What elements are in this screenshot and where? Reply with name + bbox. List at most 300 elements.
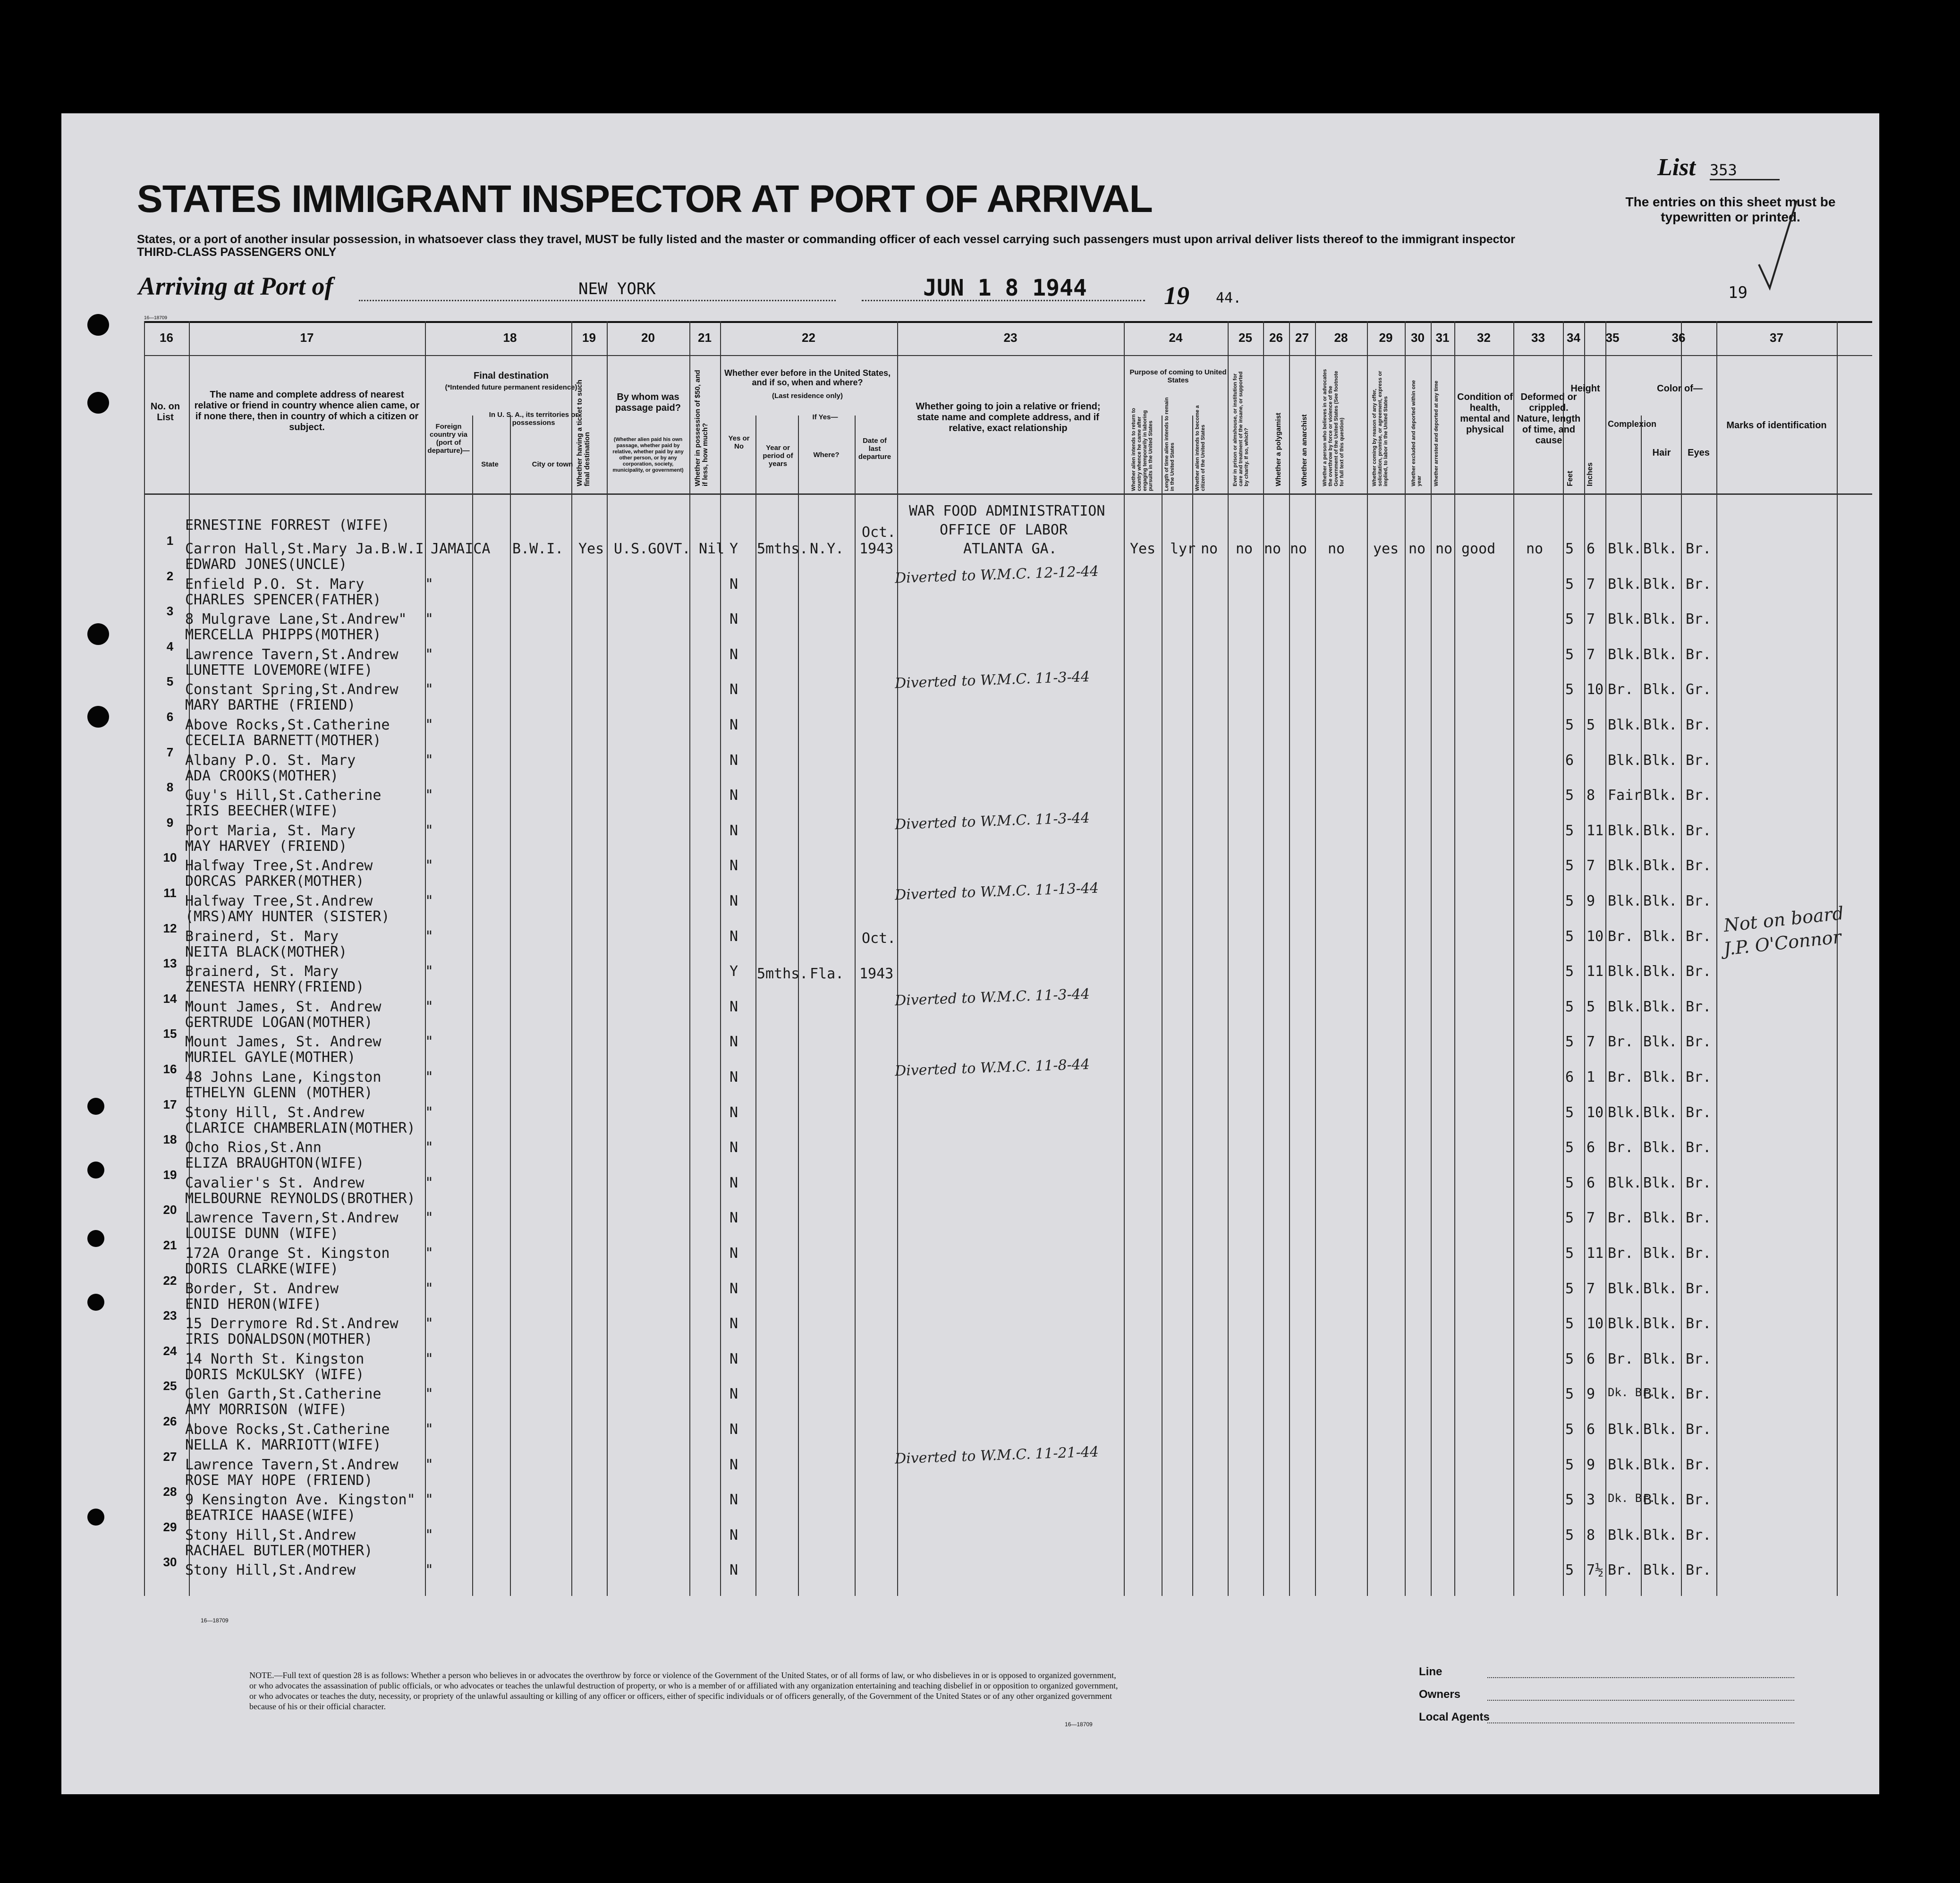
- row-number: 17: [163, 1097, 177, 1111]
- header-purpose-return: Whether alien intends to return to country whence he came after engaging temporarily in laboring pursuits in the United States: [1131, 407, 1154, 491]
- row-height-inches: 7: [1587, 857, 1595, 874]
- row-height-feet: 5: [1565, 822, 1574, 839]
- row-complexion: Br.: [1608, 1562, 1634, 1579]
- header-bottom-rule: [144, 493, 1872, 495]
- punch-hole-6: [87, 1162, 104, 1179]
- footer-agents-rule: [1487, 1722, 1794, 1723]
- column-rule: [510, 416, 511, 1596]
- punch-hole-3: [87, 623, 109, 645]
- row-eyes: Br.: [1686, 822, 1712, 839]
- row-next-relative: ETHELYN GLENN (MOTHER): [185, 1085, 373, 1101]
- row-eyes: Br.: [1686, 576, 1712, 593]
- row-next-relative: MURIEL GAYLE(MOTHER): [185, 1049, 356, 1066]
- row-next-relative: DORIS CLARKE(WIFE): [185, 1261, 339, 1277]
- row-hair: Blk.: [1643, 822, 1678, 839]
- row-number: 21: [163, 1238, 177, 1252]
- row-ever-before: N: [730, 1069, 738, 1086]
- header-hair: Hair: [1652, 448, 1671, 458]
- row-hair: Blk.: [1643, 1174, 1678, 1191]
- row-eyes: Br.: [1686, 1492, 1712, 1509]
- row-next-relative: MERCELLA PHIPPS(MOTHER): [185, 627, 382, 644]
- row-address: 172A Orange St. Kingston: [185, 1245, 390, 1262]
- row-ever-before: N: [730, 998, 738, 1015]
- row-1-money: Nil: [699, 541, 725, 557]
- row-eyes: Br.: [1686, 1069, 1712, 1086]
- row-foreign-ditto: ": [425, 857, 434, 874]
- row-address: Stony Hill, St.Andrew: [185, 1104, 365, 1121]
- row-foreign-ditto: ": [425, 1492, 434, 1509]
- row-number: 28: [163, 1484, 177, 1499]
- row-height-inches: 7: [1587, 1210, 1595, 1227]
- column-rule: [571, 321, 572, 1596]
- row-height-inches: 7: [1587, 611, 1595, 628]
- row-ever-before: N: [730, 611, 738, 628]
- row-address: Lawrence Tavern,St.Andrew: [185, 1210, 399, 1227]
- row-height-inches: 8: [1587, 787, 1595, 804]
- row-height-feet: 6: [1565, 1069, 1574, 1086]
- header-prison: Ever in prison or almshouse, or institution for care and treatment of the insane, or supported by charity. If so, which?: [1232, 371, 1249, 486]
- row-eyes: Br.: [1686, 611, 1712, 628]
- column-rule: [1315, 321, 1316, 1596]
- header-health: Condition of health, mental and physical: [1457, 392, 1513, 435]
- page-title: STATES IMMIGRANT INSPECTOR AT PORT OF ARRIVAL: [137, 178, 1153, 221]
- row-height-inches: 9: [1587, 893, 1595, 909]
- header-ticket: Whether having a ticket to such final destination: [576, 380, 591, 486]
- row-height-feet: 5: [1565, 963, 1574, 980]
- column-number: 18: [503, 331, 517, 345]
- row-number: 12: [163, 921, 177, 935]
- column-rule: [1367, 321, 1368, 1596]
- row-hair: Blk.: [1643, 1350, 1678, 1367]
- row-height-inches: 6: [1587, 1139, 1595, 1156]
- punch-hole-7: [87, 1230, 104, 1247]
- row-hair: Blk.: [1643, 752, 1678, 769]
- row-hair: Blk.: [1643, 646, 1678, 663]
- column-rule: [607, 321, 608, 1596]
- column-rule: [1192, 416, 1193, 1596]
- column-rule: [1289, 321, 1290, 1596]
- row-address: Ocho Rios,St.Ann: [185, 1139, 322, 1156]
- column-number: 20: [641, 331, 655, 345]
- row-1-paid: U.S.GOVT.: [614, 541, 691, 557]
- row-eyes: Br.: [1686, 1386, 1712, 1403]
- form-code-bottom: 16—18709: [1065, 1721, 1093, 1728]
- row-number: 14: [163, 991, 177, 1006]
- row-next-relative: IRIS BEECHER(WIFE): [185, 803, 339, 820]
- header-fifty-dollars: Whether in possession of $50, and if less, how much?: [694, 370, 709, 486]
- row-foreign-ditto: ": [425, 646, 434, 663]
- row-ever-before: N: [730, 1245, 738, 1262]
- row-eyes: Br.: [1686, 1245, 1712, 1262]
- list-number: [1657, 153, 1780, 181]
- column-number: 24: [1169, 331, 1183, 345]
- row-height-inches: 11: [1587, 822, 1604, 839]
- row-address: Lawrence Tavern,St.Andrew: [185, 1456, 399, 1473]
- row-diverted-note: Diverted to W.M.C. 11-13-44: [894, 880, 1099, 904]
- row-foreign-ditto: ": [425, 1245, 434, 1262]
- row-height-feet: 5: [1565, 1210, 1574, 1227]
- column-number: 34: [1567, 331, 1580, 345]
- row-height-inches: 3: [1587, 1492, 1595, 1509]
- row-next-relative: DORIS McKULSKY (WIFE): [185, 1366, 365, 1383]
- header-purpose: Purpose of coming to United States: [1129, 368, 1227, 384]
- row-eyes: Br.: [1686, 646, 1712, 663]
- row-height-feet: 5: [1565, 681, 1574, 698]
- row-complexion: Dk. Br.: [1608, 1492, 1656, 1505]
- row-number: 4: [166, 639, 174, 653]
- row-hair: Blk.: [1643, 1280, 1678, 1297]
- row-ever-before: Y: [730, 541, 738, 557]
- header-offer: Whether coming by reason of any offer, solicitation, promise, or agreement, express or implied, to labor in the United States: [1372, 371, 1389, 486]
- row-diverted-note: Diverted to W.M.C. 11-3-44: [894, 985, 1090, 1009]
- annotation-not-on-board: Not on board: [1722, 902, 1845, 936]
- row-1-arrested: no: [1435, 541, 1453, 557]
- column-rule: [144, 321, 145, 1596]
- row-next-relative: MARY BARTHE (FRIEND): [185, 697, 356, 714]
- row-1-period: 5mths.: [757, 541, 808, 557]
- row-number: 11: [163, 886, 177, 900]
- row-next-relative: LUNETTE LOVEMORE(WIFE): [185, 662, 373, 679]
- header-join-relative: Whether going to join a relative or friend; state name and complete address, and if relative, exact relationship: [916, 401, 1101, 433]
- year-prefix: 19: [1164, 281, 1189, 310]
- row-address: 9 Kensington Ave. Kingston": [185, 1492, 416, 1509]
- port-value: NEW YORK: [578, 280, 656, 298]
- row-complexion: Blk.: [1608, 857, 1642, 874]
- column-rule: [1837, 321, 1838, 1596]
- row-eyes: Br.: [1686, 1562, 1712, 1579]
- row-eyes: Gr.: [1686, 681, 1712, 698]
- row-hair: Blk.: [1643, 1562, 1678, 1579]
- row-height-feet: 5: [1565, 1350, 1574, 1367]
- footer-agents-label: Local Agents: [1419, 1711, 1490, 1723]
- row-number: 2: [166, 568, 174, 583]
- column-rule: [1454, 321, 1455, 1596]
- row-complexion: Br.: [1608, 1139, 1634, 1156]
- header-passage-paid-sub: (Whether alien paid his own passage, whether paid by relative, whether paid by any other person, or by any corporation, society, municipality, or government): [612, 437, 684, 473]
- column-number: 29: [1379, 331, 1393, 345]
- war-food-administration: WAR FOOD ADMINISTRATION: [909, 503, 1105, 519]
- header-complexion: Complexion: [1608, 419, 1657, 429]
- row-address: Port Maria, St. Mary: [185, 822, 356, 839]
- footer-line-rule: [1487, 1677, 1794, 1678]
- row-foreign-ditto: ": [425, 752, 434, 769]
- row-ever-before: N: [730, 1562, 738, 1579]
- footer-owners-rule: [1487, 1700, 1794, 1701]
- row-address: Border, St. Andrew: [185, 1280, 339, 1297]
- row-ever-before: N: [730, 1456, 738, 1473]
- row-1-anarchist: no: [1290, 541, 1307, 557]
- row-address: Lawrence Tavern,St.Andrew: [185, 646, 399, 663]
- punch-hole-2: [87, 392, 109, 414]
- row-foreign-ditto: ": [425, 1174, 434, 1191]
- row-foreign-ditto: ": [425, 998, 434, 1015]
- row-complexion: Blk.: [1608, 717, 1642, 733]
- row-foreign-ditto: ": [425, 681, 434, 698]
- row-height-feet: 5: [1565, 1562, 1574, 1579]
- header-eyes: Eyes: [1688, 448, 1710, 458]
- column-number: 36: [1672, 331, 1686, 345]
- row-complexion: Blk.: [1608, 646, 1642, 663]
- header-deformed: Deformed or crippled. Nature, length of time, and cause: [1517, 392, 1581, 446]
- row-ever-before: N: [730, 1421, 738, 1438]
- row-number: 23: [163, 1308, 177, 1323]
- header-yes-no: Yes or No: [728, 434, 750, 450]
- entries-note: The entries on this sheet must be typewritten or printed.: [1625, 195, 1836, 224]
- row-height-inches: 10: [1587, 928, 1604, 945]
- row-1-state: B.W.I.: [512, 541, 564, 557]
- row-1-ticket: Yes: [578, 541, 604, 557]
- row-address: 14 North St. Kingston: [185, 1350, 365, 1367]
- arriving-label: Arriving at Port of: [138, 272, 333, 300]
- column-number: 19: [582, 331, 596, 345]
- row-height-inches: 8: [1587, 1527, 1595, 1544]
- row-next-relative: DORCAS PARKER(MOTHER): [185, 873, 365, 890]
- row-complexion: Blk.: [1608, 1527, 1642, 1544]
- row-hair: Blk.: [1643, 787, 1678, 804]
- row-complexion: Dk. Br.: [1608, 1386, 1656, 1400]
- row-foreign-ditto: ": [425, 1210, 434, 1227]
- row-address: 48 Johns Lane, Kingston: [185, 1069, 382, 1086]
- column-number: 30: [1411, 331, 1425, 345]
- row-ever-before: N: [730, 857, 738, 874]
- header-relative: The name and complete address of nearest relative or friend in country whence alien came, or if none there, then in country of which a citizen or subject.: [194, 390, 420, 433]
- row-hair: Blk.: [1643, 541, 1678, 557]
- row-complexion: Br.: [1608, 928, 1634, 945]
- row-height-feet: 5: [1565, 1139, 1574, 1156]
- row-next-relative: BEATRICE HAASE(WIFE): [185, 1507, 356, 1524]
- row-next-relative: CECELIA BARNETT(MOTHER): [185, 732, 382, 749]
- column-number: 33: [1531, 331, 1545, 345]
- row-height-inches: 7: [1587, 1280, 1595, 1297]
- header-height: Height: [1570, 383, 1600, 394]
- header-date-departure: Date of last departure: [858, 437, 891, 461]
- row-hair: Blk.: [1643, 1492, 1678, 1509]
- row-eyes: Br.: [1686, 1315, 1712, 1332]
- column-rule: [472, 416, 473, 1596]
- header-overthrow: Whether a person who believes in or advocates the overthrow by force or violence of the Government of the United States (See footnote for full text of this question): [1322, 369, 1345, 486]
- row-diverted-note: Diverted to W.M.C. 12-12-44: [894, 563, 1099, 587]
- row-1-polygamist: no: [1264, 541, 1281, 557]
- row-address: Above Rocks,St.Catherine: [185, 717, 390, 733]
- row-number: 5: [166, 674, 174, 689]
- row-complexion: Blk.: [1608, 1104, 1642, 1121]
- row-eyes: Br.: [1686, 1210, 1712, 1227]
- column-rule: [1605, 321, 1606, 1596]
- row-height-feet: 5: [1565, 857, 1574, 874]
- header-foreign-country: Foreign country via (port of departure)—: [427, 423, 470, 455]
- row-ever-before: N: [730, 1492, 738, 1509]
- form-code-mid: 16—18709: [201, 1617, 229, 1624]
- header-marks: Marks of identification: [1726, 420, 1827, 431]
- row-complexion: Br.: [1608, 681, 1634, 698]
- footer-owners-label: Owners: [1419, 1688, 1461, 1701]
- row-height-inches: 6: [1587, 541, 1595, 557]
- row-complexion: Br.: [1608, 1245, 1634, 1262]
- row-next-relative: NEITA BLACK(MOTHER): [185, 943, 348, 960]
- row-height-inches: 7: [1587, 576, 1595, 593]
- row-next-relative: MELBOURNE REYNOLDS(BROTHER): [185, 1190, 416, 1207]
- header-final-destination-sub: (*Intended future permanent residence): [445, 383, 577, 391]
- row-eyes: Br.: [1686, 963, 1712, 980]
- row-foreign-ditto: ": [425, 1315, 434, 1332]
- punch-hole-1: [87, 314, 109, 336]
- row-eyes: Br.: [1686, 1034, 1712, 1051]
- row-height-inches: 10: [1587, 1104, 1604, 1121]
- row-hair: Blk.: [1643, 928, 1678, 945]
- row-hair: Blk.: [1643, 1315, 1678, 1332]
- row-complexion: Blk.: [1608, 1174, 1642, 1191]
- row-next-relative: MAY HARVEY (FRIEND): [185, 838, 348, 855]
- row-13-where: Fla.: [810, 966, 844, 982]
- row-address: Brainerd, St. Mary: [185, 963, 339, 980]
- row-height-inches: 10: [1587, 681, 1604, 698]
- header-arrested: Whether arrested and deported at any time: [1434, 381, 1439, 486]
- row-ever-before: N: [730, 1386, 738, 1403]
- row-1-length: lyr: [1170, 541, 1196, 557]
- column-rule: [720, 321, 721, 1596]
- row-height-inches: 7: [1587, 1034, 1595, 1051]
- row-height-feet: 5: [1565, 1492, 1574, 1509]
- row-ever-before: N: [730, 787, 738, 804]
- column-rule: [1681, 321, 1682, 1596]
- row-1-where: N.Y.: [810, 541, 844, 557]
- punch-hole-8: [87, 1294, 104, 1311]
- row-height-feet: 5: [1565, 1386, 1574, 1403]
- column-rule: [1431, 321, 1432, 1596]
- column-number: 25: [1239, 331, 1252, 345]
- row-eyes: Br.: [1686, 752, 1712, 769]
- row-next-relative: ZENESTA HENRY(FRIEND): [185, 979, 365, 996]
- row-diverted-note: Diverted to W.M.C. 11-21-44: [894, 1443, 1099, 1467]
- row-height-inches: 7½: [1587, 1562, 1604, 1579]
- row-complexion: Fair: [1608, 787, 1642, 804]
- header-state: State: [481, 460, 499, 468]
- column-rule: [798, 416, 799, 1596]
- header-purpose-length: Length of time alien intends to remain in the United States: [1164, 397, 1175, 491]
- column-number: 31: [1435, 331, 1450, 345]
- column-rule: [897, 321, 898, 1596]
- column-number-rule: [144, 355, 1872, 356]
- row-height-inches: 10: [1587, 1315, 1604, 1332]
- row-foreign-ditto: ": [425, 787, 434, 804]
- row-eyes: Br.: [1686, 1456, 1712, 1473]
- row-complexion: Blk.: [1608, 1315, 1642, 1332]
- row-foreign-ditto: ": [425, 1034, 434, 1051]
- row-address: Halfway Tree,St.Andrew: [185, 857, 373, 874]
- row-complexion: Br.: [1608, 1350, 1634, 1367]
- row-foreign-ditto: ": [425, 611, 434, 628]
- row-address: 8 Mulgrave Lane,St.Andrew": [185, 611, 407, 628]
- row-1-offer: yes: [1373, 541, 1399, 557]
- row-height-feet: 5: [1565, 998, 1574, 1015]
- footer-note: NOTE.—Full text of question 28 is as follows: Whether a person who believes in or advocates the overthrow by force or violence of the Government of the United States, or of all forms of law, or who disbelieves in or is opposed to organized government, or who advocates the assassination of public officials, or who advocates or teaches the unlawful destruction of property, or who is a member of or affiliated with any organization entertaining and teaching disbelief in or opposition to organized government, or who advocates or teaches the duty, necessity, or propriety of the unlawful assaulting or killing of any officer or officers, either of specific individuals or of officers generally, of the Government of the United States or of any other organized government because of his or their official character.: [249, 1671, 1118, 1711]
- row-1-foreign: JAMAICA: [431, 541, 491, 557]
- row-hair: Blk.: [1643, 963, 1678, 980]
- row-hair: Blk.: [1643, 1245, 1678, 1262]
- row-address: Stony Hill,St.Andrew: [185, 1562, 356, 1579]
- row-diverted-note: Diverted to W.M.C. 11-3-44: [894, 809, 1090, 833]
- row-eyes: Br.: [1686, 1421, 1712, 1438]
- row-complexion: Blk.: [1608, 1456, 1642, 1473]
- column-rule: [425, 321, 426, 1596]
- column-rule: [1513, 321, 1514, 1596]
- row-number: 22: [163, 1273, 177, 1288]
- header-last-residence: (Last residence only): [772, 392, 843, 400]
- row-hair: Blk.: [1643, 1386, 1678, 1403]
- header-in-usa: In U. S. A., its territories or possessions: [489, 411, 578, 427]
- row-address: Halfway Tree,St.Andrew: [185, 893, 373, 909]
- row-number: 7: [166, 745, 174, 759]
- row-hair: Blk.: [1643, 576, 1678, 593]
- row-hair: Blk.: [1643, 1421, 1678, 1438]
- row-ever-before: N: [730, 928, 738, 945]
- row-complexion: Blk.: [1608, 541, 1642, 557]
- row-12-oct: Oct.: [862, 930, 896, 947]
- row-ever-before: N: [730, 1210, 738, 1227]
- header-color: Color of—: [1657, 383, 1703, 394]
- row-hair: Blk.: [1643, 1527, 1678, 1544]
- column-number: 32: [1477, 331, 1491, 345]
- row-next-relative: ROSE MAY HOPE (FRIEND): [185, 1472, 373, 1489]
- header-final-destination: Final destination: [474, 371, 549, 381]
- header-period: Year or period of years: [763, 444, 793, 468]
- header-purpose-citizen: Whether alien intends to become a citizen of the United States: [1195, 405, 1206, 491]
- row-number: 6: [166, 710, 174, 724]
- row-number: 19: [163, 1167, 177, 1182]
- row-height-feet: 5: [1565, 1421, 1574, 1438]
- header-no-on-list: No. on List: [150, 401, 180, 423]
- row-next-relative: NELLA K. MARRIOTT(WIFE): [185, 1437, 382, 1453]
- header-ever-before: Whether ever before in the United States, and if so, when and where?: [724, 368, 891, 387]
- row-ever-before: N: [730, 681, 738, 698]
- date-stamp: JUN 1 8 1944: [923, 275, 1087, 301]
- row-address: Mount James, St. Andrew: [185, 1034, 382, 1051]
- column-rule: [1716, 321, 1717, 1596]
- column-number: 17: [300, 331, 314, 345]
- row-number: 25: [163, 1379, 177, 1393]
- header-feet: Feet: [1566, 471, 1574, 486]
- row-hair: Blk.: [1643, 1210, 1678, 1227]
- row-foreign-ditto: ": [425, 1527, 434, 1544]
- row-13-period: 5mths.: [757, 966, 808, 982]
- row-height-inches: 6: [1587, 1350, 1595, 1367]
- row-foreign-ditto: ": [425, 1456, 434, 1473]
- page-subtitle: States, or a port of another insular possession, in whatsoever class they travel, MUST be fully listed and the master or commanding officer of each vessel carrying such passengers must upon arrival deliver lists thereof to the immigrant inspector: [137, 233, 1515, 246]
- row-eyes: Br.: [1686, 1280, 1712, 1297]
- row-height-inches: 1: [1587, 1069, 1595, 1086]
- row-1-date: 1943: [859, 541, 894, 557]
- row-eyes: Br.: [1686, 1350, 1712, 1367]
- row-number: 9: [166, 815, 174, 830]
- row-1-purpose: Yes: [1130, 541, 1156, 557]
- office-of-labor: OFFICE OF LABOR: [940, 522, 1068, 538]
- row-ever-before: N: [730, 1350, 738, 1367]
- header-passage-paid: By whom was passage paid?: [615, 392, 681, 413]
- row-height-feet: 5: [1565, 1280, 1574, 1297]
- list-number-value: 353: [1710, 161, 1780, 180]
- row-foreign-ditto: ": [425, 1421, 434, 1438]
- row-eyes: Br.: [1686, 717, 1712, 733]
- atlanta-ga: ATLANTA GA.: [963, 541, 1057, 557]
- row-height-inches: 9: [1587, 1386, 1595, 1403]
- row-foreign-ditto: ": [425, 1350, 434, 1367]
- row-next-relative: EDWARD JONES(UNCLE): [185, 556, 348, 573]
- row-address: Guy's Hill,St.Catherine: [185, 787, 382, 804]
- row-eyes: Br.: [1686, 928, 1712, 945]
- row-foreign-ditto: ": [425, 576, 434, 593]
- row-0-relative: ERNESTINE FORREST (WIFE): [185, 517, 390, 534]
- row-height-inches: 11: [1587, 963, 1604, 980]
